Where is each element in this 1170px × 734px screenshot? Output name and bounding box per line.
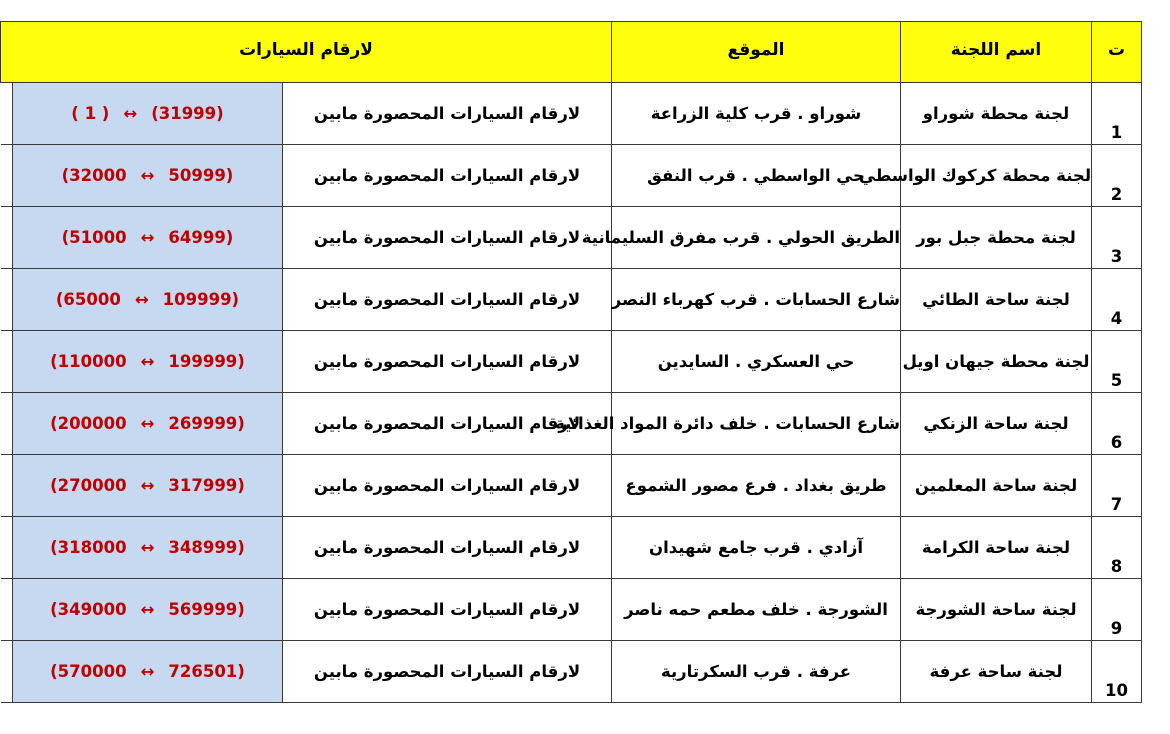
row-stub xyxy=(1,455,13,517)
range-label: لارقام السيارات المحصورة مابين xyxy=(283,269,612,331)
plate-range xyxy=(13,393,283,455)
committee-name: لجنة محطة كركوك الواسطي xyxy=(901,145,1092,207)
arrow-icon: ↔ xyxy=(123,104,138,123)
committee-name: لجنة محطة شوراو xyxy=(901,83,1092,145)
row-number: 10 xyxy=(1092,641,1142,703)
plate-range xyxy=(13,517,283,579)
committee-location: شارع الحسابات . قرب كهرباء النصر xyxy=(612,269,901,331)
plate-range xyxy=(13,579,283,641)
range-from: (51000 xyxy=(61,228,127,247)
table-row xyxy=(1,269,1142,331)
plate-range xyxy=(13,331,283,393)
row-stub xyxy=(1,83,13,145)
committees-table xyxy=(0,21,1142,703)
range-from: (318000 xyxy=(50,538,127,557)
range-to: 726501) xyxy=(168,662,245,681)
range-from: (570000 xyxy=(50,662,127,681)
row-number: 3 xyxy=(1092,207,1142,269)
row-stub xyxy=(1,641,13,703)
range-to: (31999) xyxy=(151,104,224,123)
table-row xyxy=(1,83,1142,145)
row-stub xyxy=(1,579,13,641)
row-stub xyxy=(1,331,13,393)
range-to: 317999) xyxy=(168,476,245,495)
range-to: 199999) xyxy=(168,352,245,371)
committee-location: طريق بغداد . فرع مصور الشموع xyxy=(612,455,901,517)
range-label: لارقام السيارات المحصورة مابين xyxy=(283,145,612,207)
row-stub xyxy=(1,207,13,269)
arrow-icon: ↔ xyxy=(140,352,155,371)
arrow-icon: ↔ xyxy=(140,600,155,619)
arrow-icon: ↔ xyxy=(140,662,155,681)
plate-range xyxy=(13,641,283,703)
row-stub xyxy=(1,393,13,455)
committee-location: عرفة . قرب السكرتارية xyxy=(612,641,901,703)
range-label: لارقام السيارات المحصورة مابين xyxy=(283,331,612,393)
range-label: لارقام السيارات المحصورة مابين xyxy=(283,393,612,455)
header-location: الموقع xyxy=(612,22,901,83)
row-number: 7 xyxy=(1092,455,1142,517)
committee-name: لجنة ساحة الزنكي xyxy=(901,393,1092,455)
row-number: 9 xyxy=(1092,579,1142,641)
table-row xyxy=(1,145,1142,207)
table-row xyxy=(1,455,1142,517)
header-row xyxy=(1,22,1142,83)
plate-range xyxy=(13,207,283,269)
arrow-icon: ↔ xyxy=(140,414,155,433)
range-label: لارقام السيارات المحصورة مابين xyxy=(283,641,612,703)
arrow-icon: ↔ xyxy=(134,290,149,309)
range-to: 569999) xyxy=(168,600,245,619)
committee-name: لجنة ساحة المعلمين xyxy=(901,455,1092,517)
plate-range xyxy=(13,269,283,331)
committee-location: الطريق الحولي . قرب مفرق السليمانية xyxy=(612,207,901,269)
arrow-icon: ↔ xyxy=(140,538,155,557)
row-number: 4 xyxy=(1092,269,1142,331)
row-number: 1 xyxy=(1092,83,1142,145)
range-from: (110000 xyxy=(50,352,127,371)
committee-name: لجنة ساحة الطائي xyxy=(901,269,1092,331)
row-number: 8 xyxy=(1092,517,1142,579)
range-to: 64999) xyxy=(168,228,234,247)
committee-name: لجنة ساحة عرفة xyxy=(901,641,1092,703)
range-from: ( 1 ) xyxy=(71,104,110,123)
range-to: 348999) xyxy=(168,538,245,557)
committee-location: شوراو . قرب كلية الزراعة xyxy=(612,83,901,145)
table-row xyxy=(1,517,1142,579)
plate-range xyxy=(13,145,283,207)
row-stub xyxy=(1,517,13,579)
range-to: 50999) xyxy=(168,166,234,185)
range-from: (32000 xyxy=(61,166,127,185)
table-row xyxy=(1,579,1142,641)
committee-name: لجنة ساحة الشورجة xyxy=(901,579,1092,641)
table-row xyxy=(1,207,1142,269)
range-from: (270000 xyxy=(50,476,127,495)
range-label: لارقام السيارات المحصورة مابين xyxy=(283,83,612,145)
plate-range xyxy=(13,83,283,145)
arrow-icon: ↔ xyxy=(140,476,155,495)
range-to: 269999) xyxy=(168,414,245,433)
range-from: (65000 xyxy=(55,290,121,309)
row-stub xyxy=(1,269,13,331)
committee-name: لجنة ساحة الكرامة xyxy=(901,517,1092,579)
committee-location: حي الواسطي . قرب النفق xyxy=(612,145,901,207)
row-number: 5 xyxy=(1092,331,1142,393)
header-num: ت xyxy=(1092,22,1142,83)
committee-location: آزادي . قرب جامع شهيدان xyxy=(612,517,901,579)
arrow-icon: ↔ xyxy=(140,228,155,247)
committee-name: لجنة محطة جيهان اويل xyxy=(901,331,1092,393)
range-label: لارقام السيارات المحصورة مابين xyxy=(283,207,612,269)
header-name: اسم اللجنة xyxy=(901,22,1092,83)
row-number: 2 xyxy=(1092,145,1142,207)
table-row xyxy=(1,393,1142,455)
row-stub xyxy=(1,145,13,207)
table-row xyxy=(1,331,1142,393)
range-label: لارقام السيارات المحصورة مابين xyxy=(283,579,612,641)
range-label: لارقام السيارات المحصورة مابين xyxy=(283,517,612,579)
header-plates: لارقام السيارات xyxy=(1,22,612,83)
range-from: (200000 xyxy=(50,414,127,433)
plate-range xyxy=(13,455,283,517)
range-to: 109999) xyxy=(162,290,240,309)
committee-location: حي العسكري . السايدين xyxy=(612,331,901,393)
row-number: 6 xyxy=(1092,393,1142,455)
committee-location: الشورجة . خلف مطعم حمه ناصر xyxy=(612,579,901,641)
committee-location: شارع الحسابات . خلف دائرة المواد الغذائية xyxy=(612,393,901,455)
range-label: لارقام السيارات المحصورة مابين xyxy=(283,455,612,517)
table-row xyxy=(1,641,1142,703)
range-from: (349000 xyxy=(50,600,127,619)
committee-name: لجنة محطة جبل بور xyxy=(901,207,1092,269)
arrow-icon: ↔ xyxy=(140,166,155,185)
